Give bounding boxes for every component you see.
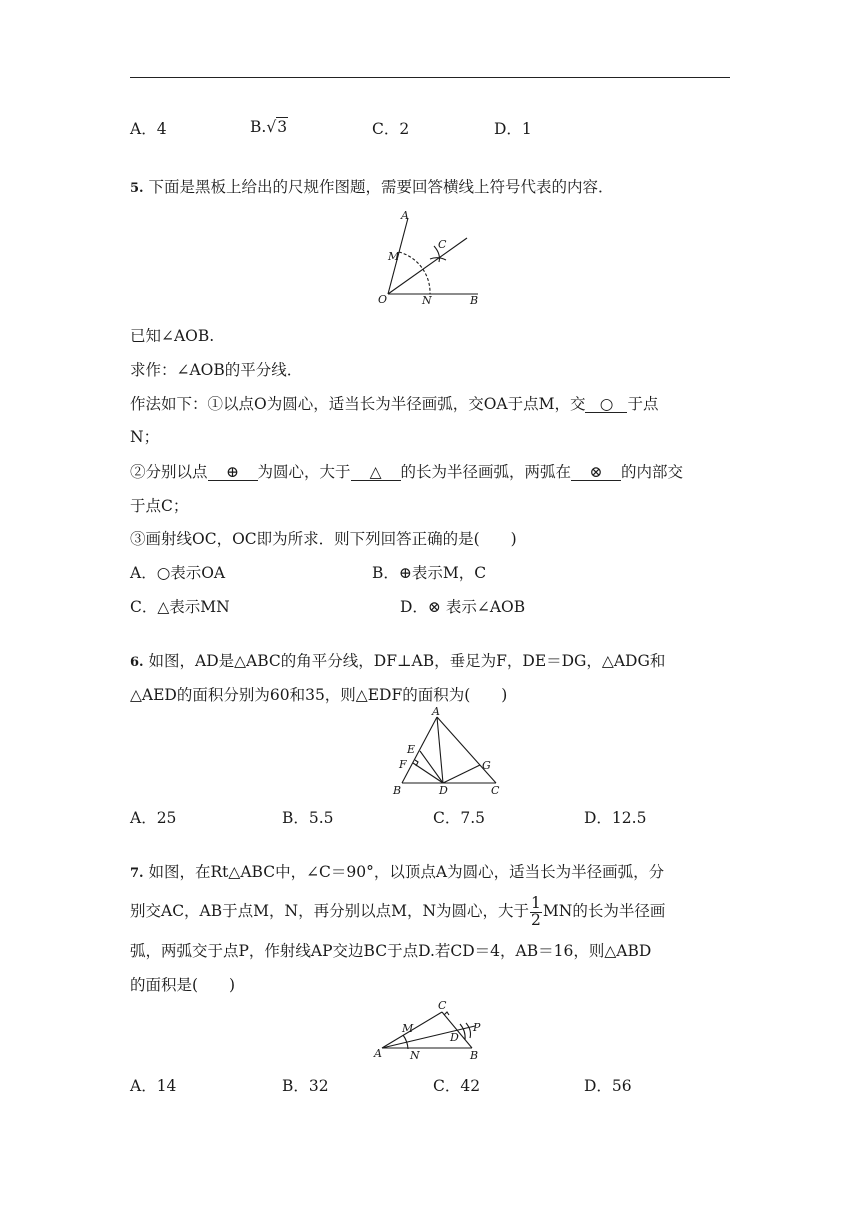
q6-segment-dg bbox=[443, 765, 480, 783]
q5-step2-text-d: 的内部交 bbox=[621, 463, 684, 481]
q6-line-1-text: 如图，AD是△ABC的角平分线，DF⊥AB，垂足为F，DE＝DG，△ADG和 bbox=[148, 652, 666, 670]
q5-step2-text-a: ②分别以点 bbox=[130, 463, 208, 481]
q6-label-f: F bbox=[399, 758, 407, 771]
q6-side-ac bbox=[437, 717, 496, 783]
q6-segment-ad bbox=[437, 717, 443, 783]
q5-label-b: B bbox=[470, 294, 479, 307]
q5-stem-text: 下面是黑板上给出的尺规作图题，需要回答横线上符号代表的内容． bbox=[148, 178, 614, 196]
q5-option-a: A．○表示OA bbox=[130, 564, 226, 582]
q6-label-e: E bbox=[407, 743, 416, 756]
q5-stem bbox=[130, 175, 614, 197]
q7-label-b: B bbox=[470, 1049, 479, 1062]
q7-line-4: 的面积是( ) bbox=[130, 976, 236, 994]
q6-option-b: B．5.5 bbox=[282, 809, 334, 827]
q7-label-d: D bbox=[450, 1031, 459, 1044]
q5-label-n: N bbox=[422, 294, 432, 307]
q7-fraction-half bbox=[530, 896, 542, 928]
q7-option-c: C．42 bbox=[433, 1077, 481, 1095]
q5-arc bbox=[399, 252, 430, 294]
q5-step1-cont: N； bbox=[130, 428, 160, 446]
q5-label-a: A bbox=[401, 209, 409, 222]
q7-ray-ap bbox=[382, 1026, 475, 1048]
q6-segment-df bbox=[413, 763, 443, 783]
q5-label-o: O bbox=[378, 293, 388, 306]
q6-option-c: C．7.5 bbox=[433, 809, 486, 827]
q6-option-d: D．12.5 bbox=[584, 809, 647, 827]
q7-option-d: D．56 bbox=[584, 1077, 632, 1095]
q5-blank-plus: ⊕ bbox=[208, 464, 258, 481]
q7-line-1-text: 如图，在Rt△ABC中，∠C＝90°，以顶点A为圆心，适当长为半径画弧，分 bbox=[148, 863, 665, 881]
q6-line-1 bbox=[130, 649, 665, 671]
q7-arc-mark-2 bbox=[466, 1023, 471, 1038]
q7-line-2 bbox=[130, 896, 665, 928]
q4-option-d: D．1 bbox=[494, 120, 532, 138]
q5-step2-cont: 于点C； bbox=[130, 497, 189, 515]
q7-label-c: C bbox=[438, 999, 447, 1012]
q5-blank-triangle: △ bbox=[351, 464, 401, 481]
q6-figure bbox=[385, 705, 510, 800]
q7-fraction-denominator: 2 bbox=[531, 910, 541, 929]
q7-line-1 bbox=[130, 860, 664, 882]
q4-option-a: A．4 bbox=[130, 120, 167, 138]
q5-step1-text-a: 作法如下：①以点O为圆心，适当长为半径画弧，交OA于点M，交 bbox=[130, 395, 586, 413]
q7-line-2-text-a: 别交AC，AB于点M，N，再分别以点M，N为圆心，大于 bbox=[130, 902, 530, 920]
q6-option-a: A．25 bbox=[130, 809, 177, 827]
q7-arc-mark-1 bbox=[460, 1024, 465, 1040]
q5-ask: 求作：∠AOB的平分线． bbox=[130, 361, 303, 379]
q7-option-a: A．14 bbox=[130, 1077, 177, 1095]
q5-step3: ③画射线OC，OC即为所求．则下列回答正确的是( ) bbox=[130, 530, 517, 548]
q5-blank-otimes: ⊗ bbox=[571, 464, 621, 481]
q5-step1-text-b: 于点 bbox=[627, 395, 659, 413]
q7-label-n: N bbox=[410, 1049, 420, 1062]
q5-option-c: C．△表示MN bbox=[130, 598, 230, 616]
q5-known: 已知∠AOB. bbox=[130, 327, 215, 345]
q5-step2-text-c: 的长为半径画弧，两弧在 bbox=[400, 463, 572, 481]
q6-label-d: D bbox=[439, 784, 448, 797]
q7-option-b: B．32 bbox=[282, 1077, 329, 1095]
q7-line-2-text-b: MN的长为半径画 bbox=[542, 902, 666, 920]
q6-label-g: G bbox=[482, 759, 491, 772]
q7-label-p: P bbox=[473, 1021, 481, 1034]
q6-line-2: △AED的面积分别为60和35，则△EDF的面积为( ) bbox=[130, 686, 508, 704]
q5-label-m: M bbox=[388, 250, 400, 263]
q7-line-3: 弧，两弧交于点P，作射线AP交边BC于点D.若CD＝4，AB＝16，则△ABD bbox=[130, 942, 652, 960]
q6-label-a: A bbox=[432, 705, 440, 718]
q5-step1 bbox=[130, 392, 659, 414]
q5-label-c: C bbox=[438, 238, 447, 251]
q6-segment-de bbox=[420, 751, 443, 783]
q4-option-b-radicand: 3 bbox=[277, 118, 288, 136]
q6-label-b: B bbox=[393, 784, 402, 797]
q4-option-b-label: B. bbox=[250, 118, 267, 136]
q5-ray-oc bbox=[388, 238, 467, 294]
q4-option-b: B.√3 bbox=[250, 118, 288, 136]
q4-option-c: C．2 bbox=[372, 120, 410, 138]
q7-figure bbox=[370, 998, 500, 1066]
header-rule bbox=[130, 77, 730, 78]
q5-number: 5. bbox=[130, 181, 144, 196]
q5-option-d: D．⊗ 表示∠AOB bbox=[400, 598, 526, 616]
q5-figure bbox=[370, 208, 490, 308]
q7-number: 7. bbox=[130, 866, 144, 881]
q6-number: 6. bbox=[130, 655, 144, 670]
q5-step2 bbox=[130, 460, 683, 482]
q7-fraction-numerator: 1 bbox=[531, 894, 541, 912]
q7-label-a: A bbox=[374, 1047, 382, 1060]
q5-blank-circle: ○ bbox=[585, 396, 627, 413]
q6-label-c: C bbox=[491, 784, 500, 797]
q5-option-b: B．⊕表示M，C bbox=[372, 564, 487, 582]
q7-right-angle-mark bbox=[444, 1012, 449, 1015]
q7-label-m: M bbox=[402, 1022, 414, 1035]
q5-step2-text-b: 为圆心，大于 bbox=[257, 463, 351, 481]
